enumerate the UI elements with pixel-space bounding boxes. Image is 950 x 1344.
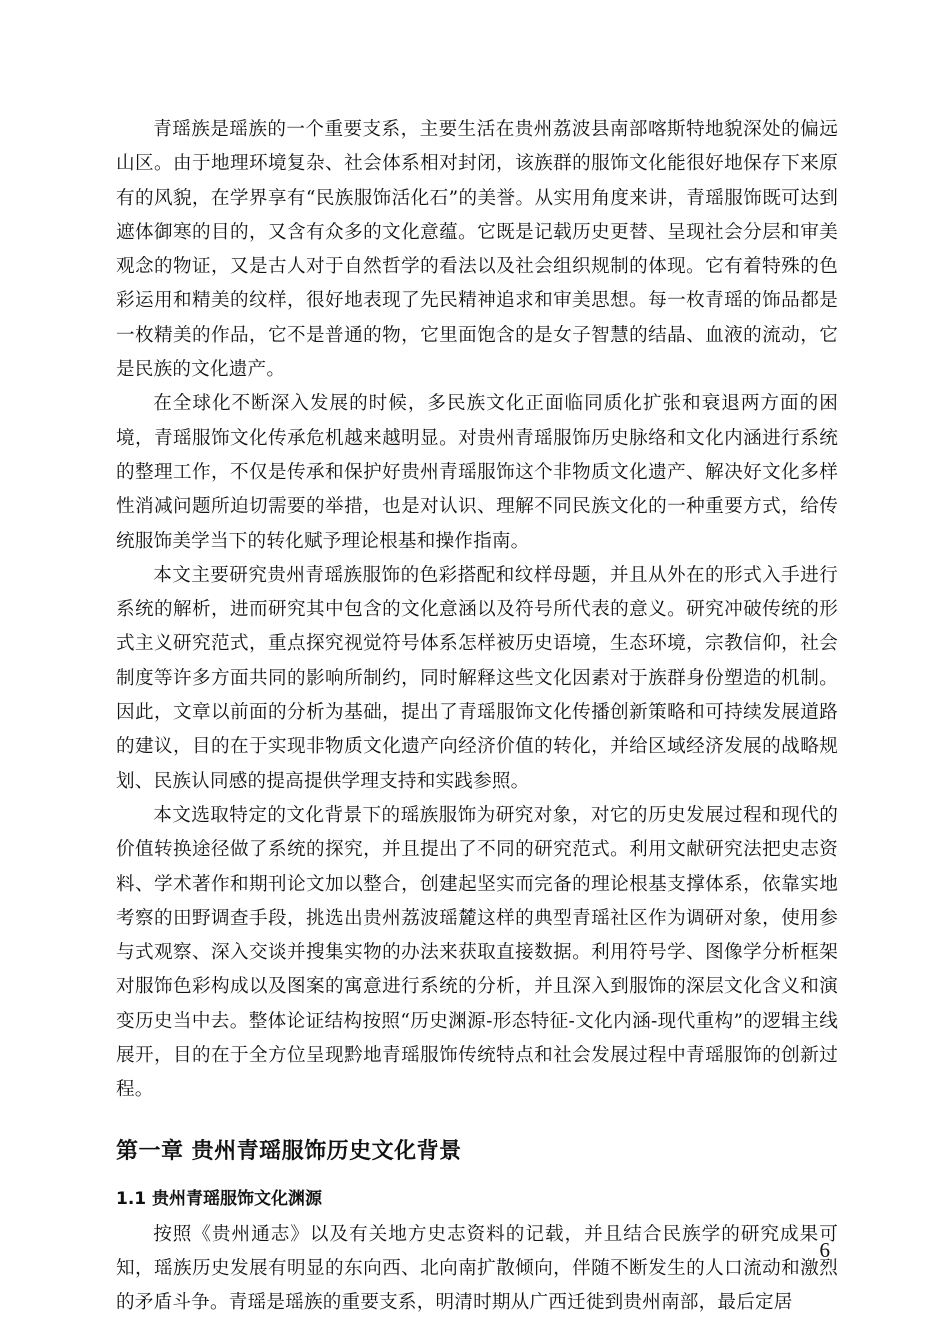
paragraph-intro: 青瑶族是瑶族的一个重要支系，主要生活在贵州荔波县南部喀斯特地貌深处的偏远山区。由于地理环境复杂、社会体系相对封闭，该族群的服饰文化能很好地保存下来原有的风貌，在学界享有“民族服饰活化石”的美誉。从实用角度来讲，青瑶服饰既可达到遮体御寒的目的，又含有众多的文化意蕴。它既是记载历史更替、呈现社会分层和审美观念的物证，又是古人对于自然哲学的看法以及社会组织规制的体现。它有着特殊的色彩运用和精美的纹样，很好地表现了先民精神追求和审美思想。每一枚青瑶的饰品都是一枚精美的作品，它不是普通的物，它里面饱含的是女子智慧的结晶、血液的流动，它是民族的文化遗产。 (116, 119, 838, 381)
paragraph-methodology: 本文选取特定的文化背景下的瑶族服饰为研究对象，对它的历史发展过程和现代的价值转换途径做了系统的探究，并且提出了不同的研究范式。利用文献研究法把史志资料、学术著作和期刊论文加以整合，创建起坚实而完备的理论根基支撑体系，依靠实地考察的田野调查手段，挑选出贵州荔波瑶麓这样的典型青瑶社区作为调研对象，使用参与式观察、深入交谈并搜集实物的办法来获取直接数据。利用符号学、图像学分析框架对服饰色彩构成以及图案的寓意进行系统的分析，并且深入到服饰的深层文化含义和演变历史当中去。整体论证结构按照“历史渊源-形态特征-文化内涵-现代重构”的逻辑主线展开，目的在于全方位呈现黔地青瑶服饰传统特点和社会发展过程中青瑶服饰的创新过程。 (116, 804, 838, 1101)
section-heading: 1.1 贵州青瑶服饰文化渊源 (116, 1188, 323, 1209)
chapter-heading: 第一章 贵州青瑶服饰历史文化背景 (116, 1138, 462, 1164)
page-number: 6 (819, 1238, 830, 1262)
body-text (116, 113, 838, 1321)
paragraph-research-focus: 本文主要研究贵州青瑶族服饰的色彩搭配和纹样母题，并且从外在的形式入手进行系统的解析，进而研究其中包含的文化意涵以及符号所代表的意义。研究冲破传统的形式主义研究范式，重点探究视觉符号体系怎样被历史语境，生态环境，宗教信仰，社会制度等许多方面共同的影响所制约，同时解释这些文化因素对于族群身份塑造的机制。因此，文章以前面的分析为基础，提出了青瑶服饰文化传播创新策略和可持续发展道路的建议，目的在于实现非物质文化遗产向经济价值的转化，并给区域经济发展的战略规划、民族认同感的提高提供学理支持和实践参照。 (116, 564, 838, 792)
paragraph-globalization: 在全球化不断深入发展的时候，多民族文化正面临同质化扩张和衰退两方面的困境，青瑶服饰文化传承危机越来越明显。对贵州青瑶服饰历史脉络和文化内涵进行系统的整理工作，不仅是传承和保护好贵州青瑶服饰这个非物质文化遗产、解决好文化多样性消减问题所迫切需要的举措，也是对认识、理解不同民族文化的一种重要方式，给传统服饰美学当下的转化赋予理论根基和操作指南。 (116, 393, 838, 552)
paragraph-section-origin: 按照《贵州通志》以及有关地方史志资料的记载，并且结合民族学的研究成果可知，瑶族历史发展有明显的东向西、北向南扩散倾向，伴随不断发生的人口流动和激烈的矛盾斗争。青瑶是瑶族的重要支系，明清时期从广西迁徙到贵州南部，最后定居 (116, 1223, 838, 1314)
